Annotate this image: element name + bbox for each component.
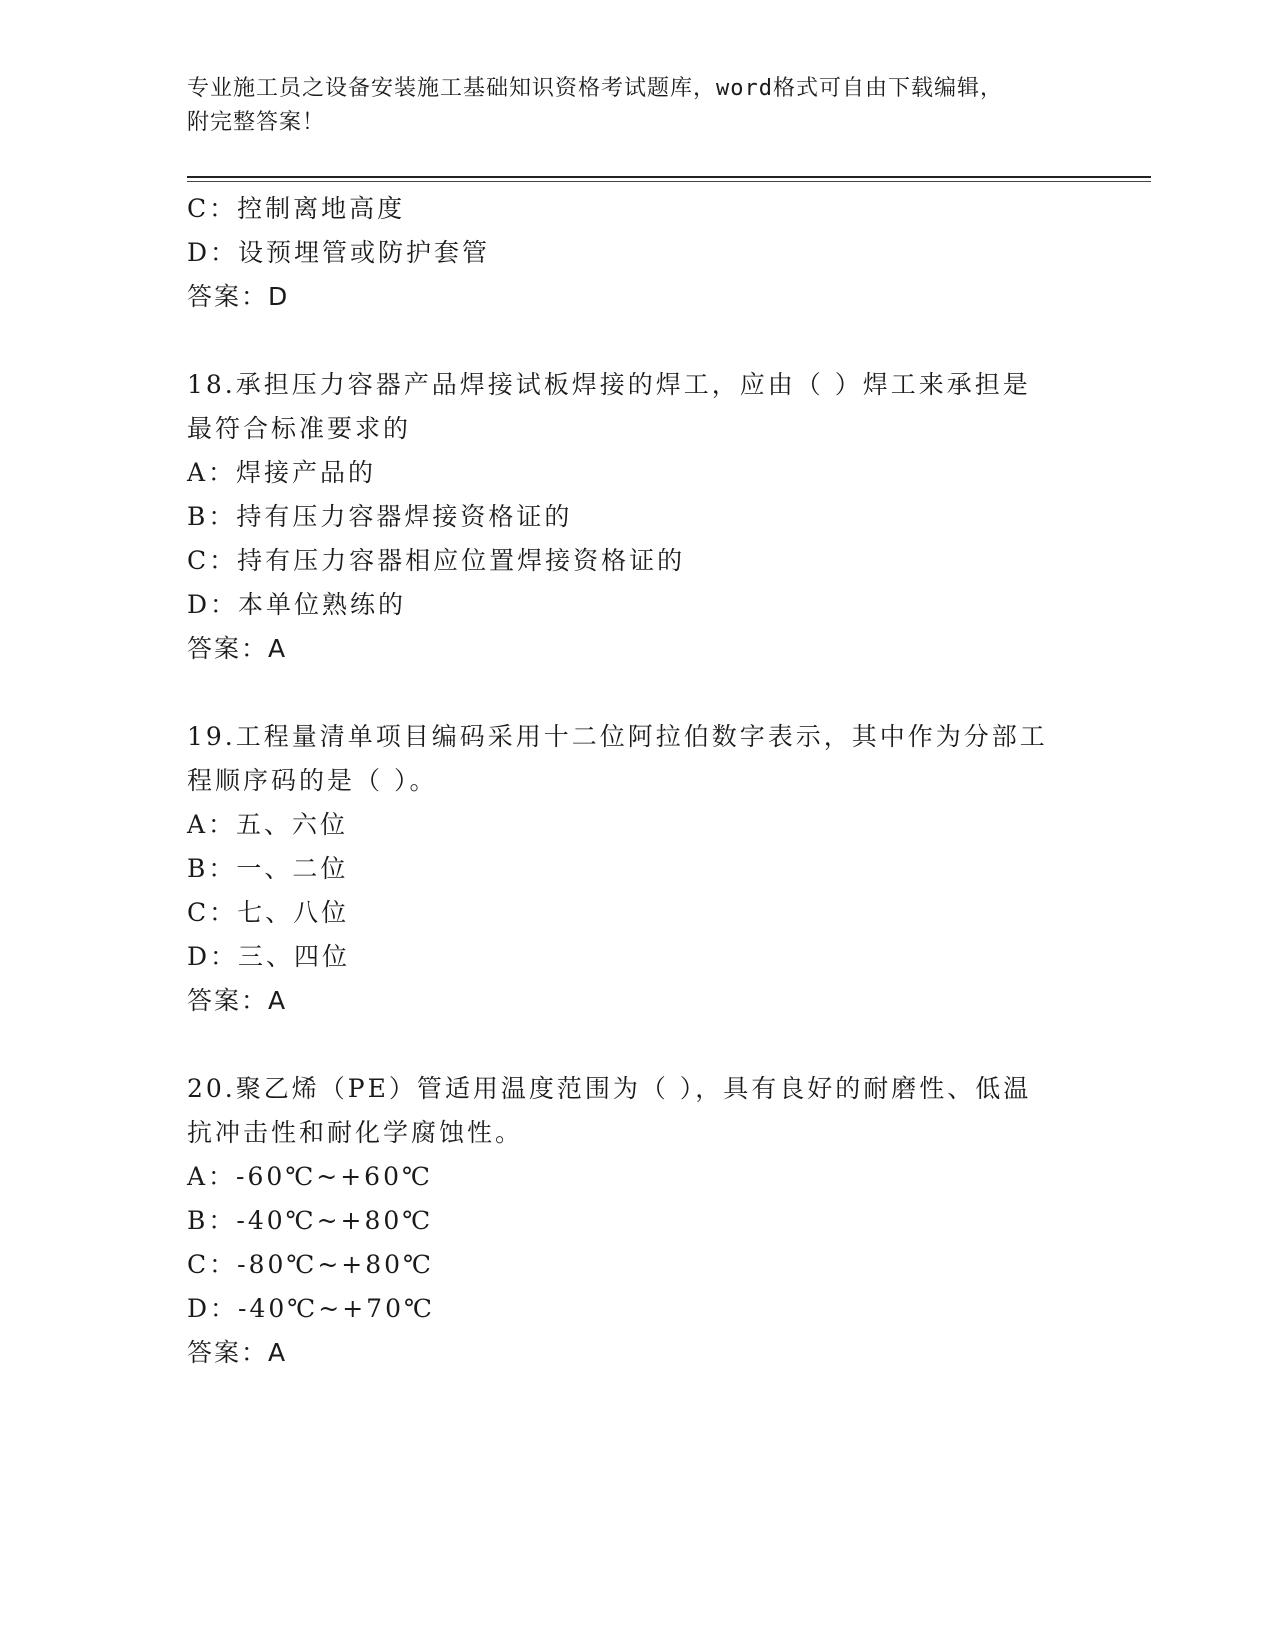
q18-answer: 答案：A xyxy=(187,634,288,663)
header-line-2: 附完整答案！ xyxy=(187,110,326,135)
header-divider-thick xyxy=(187,176,1151,178)
q19-option-c: C：七、八位 xyxy=(187,898,350,927)
q17-option-d: D：设预埋管或防护套管 xyxy=(187,238,491,267)
q18-option-b: B：持有压力容器焊接资格证的 xyxy=(187,502,573,531)
q19-answer: 答案：A xyxy=(187,986,288,1015)
q19-stem-line-1: 19.工程量清单项目编码采用十二位阿拉伯数字表示，其中作为分部工 xyxy=(187,722,1048,751)
q19-option-a: A：五、六位 xyxy=(187,810,349,839)
q20-stem-line-2: 抗冲击性和耐化学腐蚀性。 xyxy=(187,1118,524,1147)
q19-option-b: B：一、二位 xyxy=(187,854,349,883)
q17-option-c: C：控制离地高度 xyxy=(187,194,406,223)
q18-stem-line-2: 最符合标准要求的 xyxy=(187,414,412,443)
header-divider-thin xyxy=(187,181,1151,182)
q20-option-a: A：-60℃~+60℃ xyxy=(187,1162,433,1191)
q20-option-b: B：-40℃~+80℃ xyxy=(187,1206,434,1235)
q20-option-d: D：-40℃~+70℃ xyxy=(187,1294,435,1323)
q18-option-d: D：本单位熟练的 xyxy=(187,590,407,619)
q20-answer: 答案：A xyxy=(187,1338,288,1367)
q18-stem-line-1: 18.承担压力容器产品焊接试板焊接的焊工，应由（ ）焊工来承担是 xyxy=(187,370,1031,399)
q19-stem-line-2: 程顺序码的是（ ）。 xyxy=(187,766,438,795)
header-line-1: 专业施工员之设备安装施工基础知识资格考试题库，word格式可自由下载编辑， xyxy=(187,76,1003,101)
document-header xyxy=(187,72,1067,140)
q19-option-d: D：三、四位 xyxy=(187,942,351,971)
q20-option-c: C：-80℃~+80℃ xyxy=(187,1250,435,1279)
q18-option-a: A：焊接产品的 xyxy=(187,458,377,487)
q20-stem-line-1: 20.聚乙烯（PE）管适用温度范围为（ ），具有良好的耐磨性、低温 xyxy=(187,1074,1032,1103)
q18-option-c: C：持有压力容器相应位置焊接资格证的 xyxy=(187,546,686,575)
q17-answer: 答案：D xyxy=(187,282,290,311)
